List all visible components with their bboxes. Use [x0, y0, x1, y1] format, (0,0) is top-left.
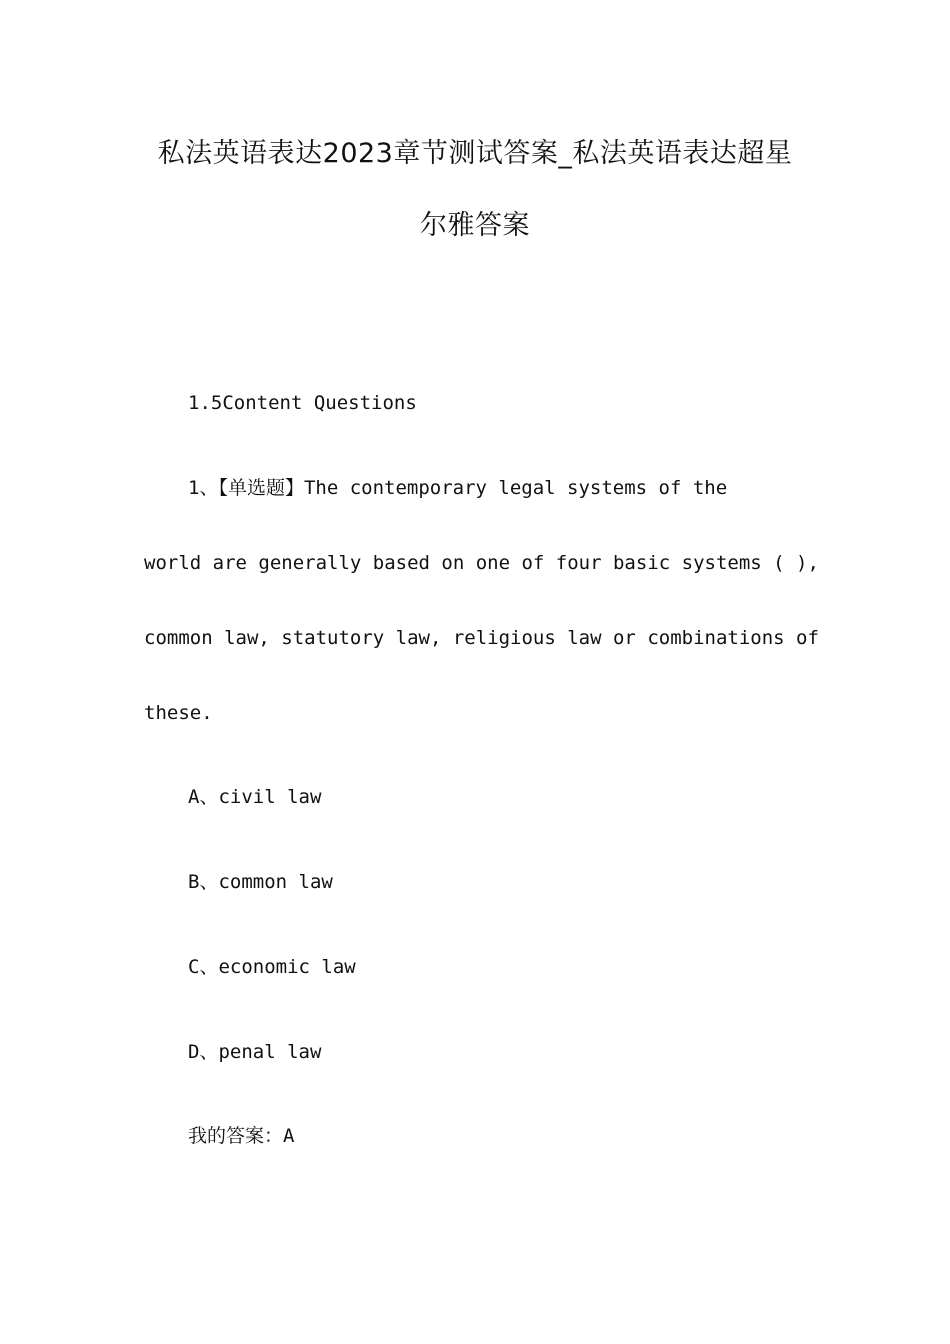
my-answer: 我的答案：A	[188, 1125, 295, 1147]
question-text-line-2: world are generally based on one of four basic systems ( ),	[144, 552, 819, 574]
document-title-line-2: 尔雅答案	[420, 210, 530, 241]
option-d: D、penal law	[188, 1041, 322, 1063]
question-text-line-4: these.	[144, 702, 213, 724]
document-title-line-1: 私法英语表达2023章节测试答案_私法英语表达超星	[157, 138, 793, 169]
option-a: A、civil law	[188, 786, 322, 808]
section-heading: 1.5Content Questions	[188, 392, 417, 414]
option-c: C、economic law	[188, 956, 356, 978]
question-text-line-1: 1、【单选题】The contemporary legal systems of the	[188, 477, 728, 499]
question-text-line-3: common law, statutory law, religious law or combinations of	[144, 627, 819, 649]
option-b: B、common law	[188, 871, 333, 893]
